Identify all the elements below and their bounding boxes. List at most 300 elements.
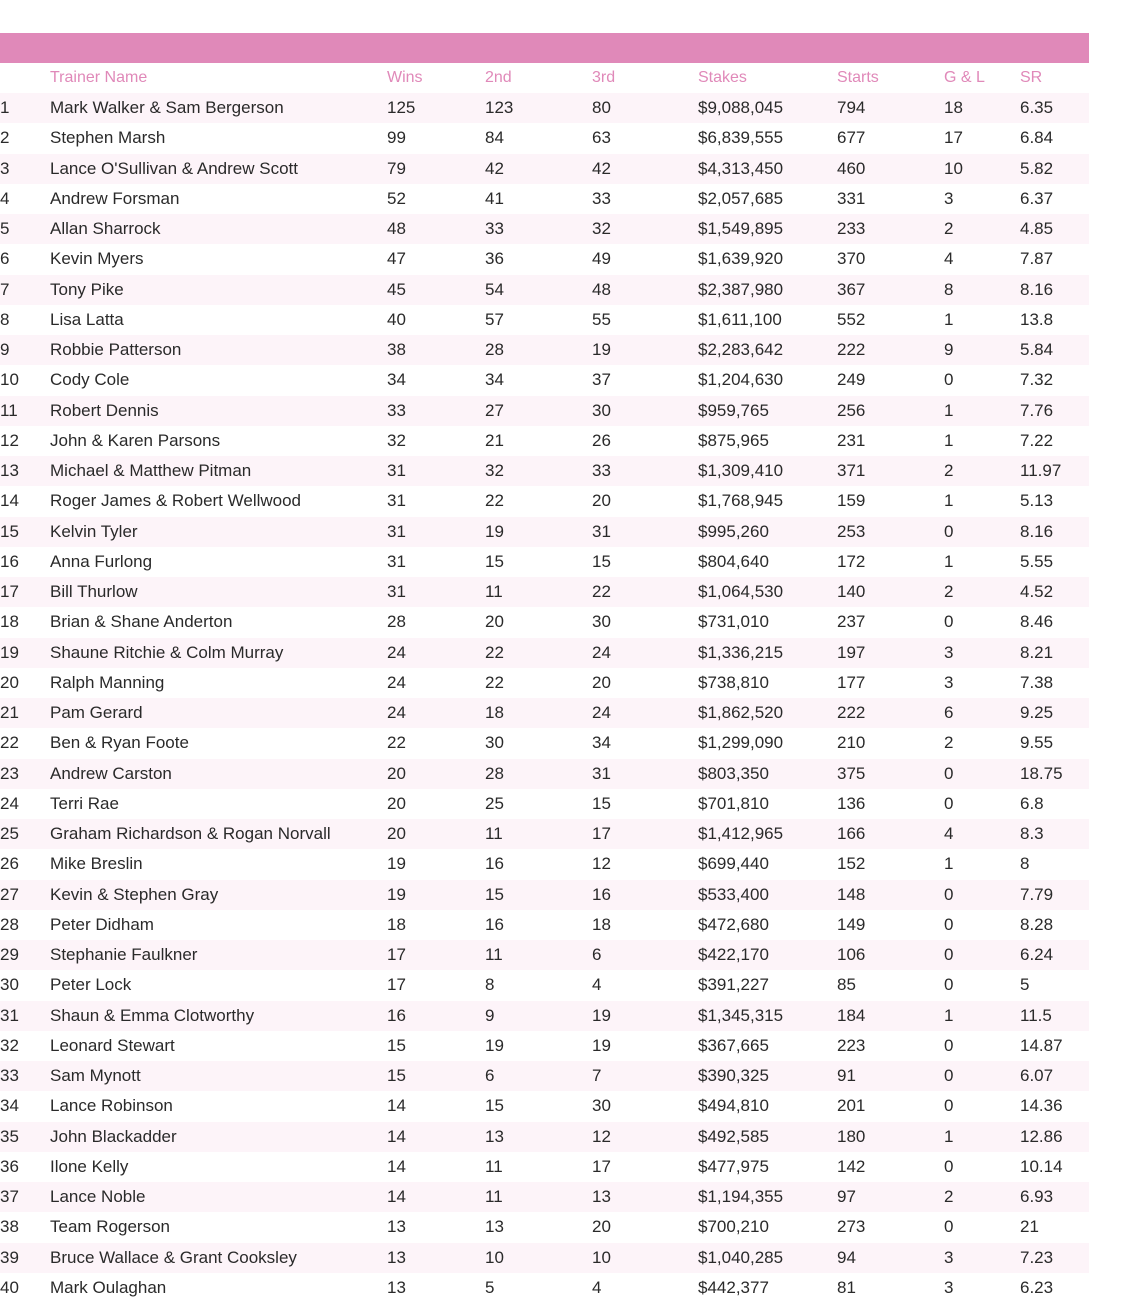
rank-cell: 7 <box>0 275 50 305</box>
third-cell: 30 <box>592 1091 698 1121</box>
table-row <box>0 456 1089 486</box>
sr-cell: 6.8 <box>1020 789 1089 819</box>
trainer-name-cell: Cody Cole <box>50 365 387 395</box>
sr-cell: 6.37 <box>1020 184 1089 214</box>
third-cell: 20 <box>592 486 698 516</box>
wins-cell: 19 <box>387 880 485 910</box>
sr-cell: 9.25 <box>1020 698 1089 728</box>
third-cell: 48 <box>592 275 698 305</box>
table-row <box>0 668 1089 698</box>
rank-cell: 2 <box>0 123 50 153</box>
starts-cell: 273 <box>837 1212 944 1242</box>
g-and-l-cell: 3 <box>944 184 1020 214</box>
wins-cell: 79 <box>387 154 485 184</box>
stakes-cell: $995,260 <box>698 517 837 547</box>
wins-cell: 14 <box>387 1182 485 1212</box>
second-cell: 42 <box>485 154 592 184</box>
second-cell: 18 <box>485 698 592 728</box>
table-row <box>0 577 1089 607</box>
sr-cell: 7.87 <box>1020 244 1089 274</box>
stakes-cell: $390,325 <box>698 1061 837 1091</box>
wins-cell: 20 <box>387 789 485 819</box>
third-cell: 15 <box>592 789 698 819</box>
table-row <box>0 214 1089 244</box>
stakes-cell: $442,377 <box>698 1273 837 1303</box>
starts-cell: 172 <box>837 547 944 577</box>
trainer-name-cell: Brian & Shane Anderton <box>50 607 387 637</box>
rank-cell: 28 <box>0 910 50 940</box>
wins-cell: 13 <box>387 1212 485 1242</box>
table-row <box>0 698 1089 728</box>
stakes-cell: $1,336,215 <box>698 638 837 668</box>
table-row <box>0 728 1089 758</box>
third-cell: 31 <box>592 517 698 547</box>
trainer-name-cell: Team Rogerson <box>50 1212 387 1242</box>
starts-cell: 256 <box>837 396 944 426</box>
sr-cell: 5.13 <box>1020 486 1089 516</box>
third-cell: 49 <box>592 244 698 274</box>
third-cell: 32 <box>592 214 698 244</box>
wins-cell: 15 <box>387 1031 485 1061</box>
column-header-3rd: 3rd <box>592 69 616 86</box>
wins-cell: 38 <box>387 335 485 365</box>
g-and-l-cell: 2 <box>944 456 1020 486</box>
third-cell: 4 <box>592 1273 698 1303</box>
rank-cell: 13 <box>0 456 50 486</box>
wins-cell: 20 <box>387 759 485 789</box>
trainer-name-cell: Stephen Marsh <box>50 123 387 153</box>
wins-cell: 24 <box>387 698 485 728</box>
table-row <box>0 638 1089 668</box>
trainer-name-cell: Leonard Stewart <box>50 1031 387 1061</box>
trainer-name-cell: Lance Robinson <box>50 1091 387 1121</box>
wins-cell: 45 <box>387 275 485 305</box>
column-header-wins: Wins <box>387 69 423 86</box>
g-and-l-cell: 0 <box>944 1152 1020 1182</box>
rank-cell: 22 <box>0 728 50 758</box>
second-cell: 11 <box>485 1182 592 1212</box>
stakes-cell: $391,227 <box>698 970 837 1000</box>
second-cell: 16 <box>485 910 592 940</box>
sr-cell: 4.52 <box>1020 577 1089 607</box>
table-row <box>0 244 1089 274</box>
g-and-l-cell: 17 <box>944 123 1020 153</box>
table-row <box>0 1122 1089 1152</box>
table-row <box>0 517 1089 547</box>
stakes-cell: $1,345,315 <box>698 1001 837 1031</box>
stakes-cell: $6,839,555 <box>698 123 837 153</box>
table-header-row <box>0 63 1089 93</box>
starts-cell: 149 <box>837 910 944 940</box>
trainer-name-cell: Michael & Matthew Pitman <box>50 456 387 486</box>
stakes-cell: $367,665 <box>698 1031 837 1061</box>
table-row <box>0 880 1089 910</box>
starts-cell: 106 <box>837 940 944 970</box>
stakes-cell: $738,810 <box>698 668 837 698</box>
table-row <box>0 396 1089 426</box>
starts-cell: 201 <box>837 1091 944 1121</box>
g-and-l-cell: 0 <box>944 759 1020 789</box>
rank-cell: 23 <box>0 759 50 789</box>
second-cell: 5 <box>485 1273 592 1303</box>
rank-cell: 26 <box>0 849 50 879</box>
starts-cell: 552 <box>837 305 944 335</box>
starts-cell: 184 <box>837 1001 944 1031</box>
g-and-l-cell: 0 <box>944 910 1020 940</box>
third-cell: 26 <box>592 426 698 456</box>
second-cell: 27 <box>485 396 592 426</box>
table-row <box>0 93 1089 123</box>
rank-cell: 17 <box>0 577 50 607</box>
table-row <box>0 1243 1089 1273</box>
starts-cell: 371 <box>837 456 944 486</box>
sr-cell: 5 <box>1020 970 1089 1000</box>
starts-cell: 222 <box>837 698 944 728</box>
rank-cell: 6 <box>0 244 50 274</box>
rank-cell: 31 <box>0 1001 50 1031</box>
g-and-l-cell: 1 <box>944 426 1020 456</box>
trainer-name-cell: John & Karen Parsons <box>50 426 387 456</box>
third-cell: 6 <box>592 940 698 970</box>
rank-cell: 10 <box>0 365 50 395</box>
g-and-l-cell: 1 <box>944 305 1020 335</box>
trainer-name-cell: Mike Breslin <box>50 849 387 879</box>
table-row <box>0 940 1089 970</box>
trainer-name-cell: Pam Gerard <box>50 698 387 728</box>
stakes-cell: $1,040,285 <box>698 1243 837 1273</box>
table-row <box>0 426 1089 456</box>
trainer-name-cell: Ben & Ryan Foote <box>50 728 387 758</box>
g-and-l-cell: 2 <box>944 728 1020 758</box>
rank-cell: 15 <box>0 517 50 547</box>
rank-cell: 38 <box>0 1212 50 1242</box>
wins-cell: 33 <box>387 396 485 426</box>
sr-cell: 6.84 <box>1020 123 1089 153</box>
g-and-l-cell: 3 <box>944 638 1020 668</box>
wins-cell: 18 <box>387 910 485 940</box>
second-cell: 22 <box>485 638 592 668</box>
stakes-cell: $1,768,945 <box>698 486 837 516</box>
trainer-name-cell: Andrew Carston <box>50 759 387 789</box>
g-and-l-cell: 0 <box>944 517 1020 547</box>
sr-cell: 6.24 <box>1020 940 1089 970</box>
starts-cell: 166 <box>837 819 944 849</box>
column-header-stakes: Stakes <box>698 69 747 86</box>
wins-cell: 48 <box>387 214 485 244</box>
trainer-name-cell: Kevin Myers <box>50 244 387 274</box>
g-and-l-cell: 0 <box>944 1212 1020 1242</box>
third-cell: 12 <box>592 1122 698 1152</box>
second-cell: 123 <box>485 93 592 123</box>
trainer-name-cell: Bruce Wallace & Grant Cooksley <box>50 1243 387 1273</box>
second-cell: 19 <box>485 1031 592 1061</box>
sr-cell: 5.55 <box>1020 547 1089 577</box>
trainer-name-cell: Tony Pike <box>50 275 387 305</box>
stakes-cell: $875,965 <box>698 426 837 456</box>
trainer-name-cell: Lisa Latta <box>50 305 387 335</box>
table-row <box>0 365 1089 395</box>
stakes-cell: $4,313,450 <box>698 154 837 184</box>
second-cell: 11 <box>485 577 592 607</box>
second-cell: 21 <box>485 426 592 456</box>
stakes-cell: $959,765 <box>698 396 837 426</box>
rank-cell: 21 <box>0 698 50 728</box>
starts-cell: 249 <box>837 365 944 395</box>
g-and-l-cell: 0 <box>944 789 1020 819</box>
g-and-l-cell: 1 <box>944 486 1020 516</box>
second-cell: 36 <box>485 244 592 274</box>
starts-cell: 140 <box>837 577 944 607</box>
table-row <box>0 1212 1089 1242</box>
trainer-name-cell: Allan Sharrock <box>50 214 387 244</box>
stakes-cell: $472,680 <box>698 910 837 940</box>
trainer-name-cell: Graham Richardson & Rogan Norvall <box>50 819 387 849</box>
second-cell: 28 <box>485 759 592 789</box>
stakes-cell: $731,010 <box>698 607 837 637</box>
sr-cell: 11.97 <box>1020 456 1089 486</box>
second-cell: 28 <box>485 335 592 365</box>
g-and-l-cell: 3 <box>944 668 1020 698</box>
second-cell: 22 <box>485 668 592 698</box>
sr-cell: 10.14 <box>1020 1152 1089 1182</box>
starts-cell: 237 <box>837 607 944 637</box>
third-cell: 20 <box>592 668 698 698</box>
second-cell: 25 <box>485 789 592 819</box>
sr-cell: 6.07 <box>1020 1061 1089 1091</box>
trainer-name-cell: Kelvin Tyler <box>50 517 387 547</box>
sr-cell: 11.5 <box>1020 1001 1089 1031</box>
third-cell: 24 <box>592 698 698 728</box>
sr-cell: 7.76 <box>1020 396 1089 426</box>
wins-cell: 99 <box>387 123 485 153</box>
trainer-name-cell: Kevin & Stephen Gray <box>50 880 387 910</box>
trainer-name-cell: Stephanie Faulkner <box>50 940 387 970</box>
third-cell: 55 <box>592 305 698 335</box>
rank-cell: 24 <box>0 789 50 819</box>
trainer-name-cell: Mark Walker & Sam Bergerson <box>50 93 387 123</box>
wins-cell: 31 <box>387 577 485 607</box>
column-header-2nd: 2nd <box>485 69 512 86</box>
trainer-name-cell: Roger James & Robert Wellwood <box>50 486 387 516</box>
second-cell: 33 <box>485 214 592 244</box>
wins-cell: 28 <box>387 607 485 637</box>
trainer-name-cell: Ralph Manning <box>50 668 387 698</box>
sr-cell: 5.82 <box>1020 154 1089 184</box>
sr-cell: 7.79 <box>1020 880 1089 910</box>
sr-cell: 6.23 <box>1020 1273 1089 1303</box>
g-and-l-cell: 1 <box>944 1001 1020 1031</box>
second-cell: 15 <box>485 1091 592 1121</box>
starts-cell: 142 <box>837 1152 944 1182</box>
sr-cell: 7.32 <box>1020 365 1089 395</box>
starts-cell: 180 <box>837 1122 944 1152</box>
stakes-cell: $1,412,965 <box>698 819 837 849</box>
rank-cell: 34 <box>0 1091 50 1121</box>
wins-cell: 24 <box>387 638 485 668</box>
stakes-cell: $1,194,355 <box>698 1182 837 1212</box>
third-cell: 30 <box>592 607 698 637</box>
table-row <box>0 910 1089 940</box>
third-cell: 16 <box>592 880 698 910</box>
rank-cell: 19 <box>0 638 50 668</box>
second-cell: 15 <box>485 880 592 910</box>
sr-cell: 8.16 <box>1020 517 1089 547</box>
third-cell: 30 <box>592 396 698 426</box>
rank-cell: 33 <box>0 1061 50 1091</box>
stakes-cell: $1,064,530 <box>698 577 837 607</box>
table-row <box>0 275 1089 305</box>
trainer-name-cell: Bill Thurlow <box>50 577 387 607</box>
wins-cell: 16 <box>387 1001 485 1031</box>
rank-cell: 3 <box>0 154 50 184</box>
wins-cell: 14 <box>387 1122 485 1152</box>
sr-cell: 7.22 <box>1020 426 1089 456</box>
starts-cell: 81 <box>837 1273 944 1303</box>
g-and-l-cell: 2 <box>944 577 1020 607</box>
g-and-l-cell: 4 <box>944 244 1020 274</box>
stakes-cell: $9,088,045 <box>698 93 837 123</box>
table-row <box>0 486 1089 516</box>
second-cell: 34 <box>485 365 592 395</box>
third-cell: 20 <box>592 1212 698 1242</box>
second-cell: 15 <box>485 547 592 577</box>
g-and-l-cell: 8 <box>944 275 1020 305</box>
rank-cell: 27 <box>0 880 50 910</box>
wins-cell: 31 <box>387 517 485 547</box>
stakes-cell: $422,170 <box>698 940 837 970</box>
wins-cell: 19 <box>387 849 485 879</box>
rank-cell: 4 <box>0 184 50 214</box>
wins-cell: 17 <box>387 940 485 970</box>
second-cell: 13 <box>485 1212 592 1242</box>
sr-cell: 8.21 <box>1020 638 1089 668</box>
wins-cell: 34 <box>387 365 485 395</box>
wins-cell: 24 <box>387 668 485 698</box>
g-and-l-cell: 1 <box>944 547 1020 577</box>
g-and-l-cell: 2 <box>944 1182 1020 1212</box>
table-row <box>0 184 1089 214</box>
wins-cell: 20 <box>387 819 485 849</box>
wins-cell: 13 <box>387 1273 485 1303</box>
rank-cell: 36 <box>0 1152 50 1182</box>
starts-cell: 91 <box>837 1061 944 1091</box>
sr-cell: 7.38 <box>1020 668 1089 698</box>
column-header-starts: Starts <box>837 69 879 86</box>
third-cell: 33 <box>592 184 698 214</box>
second-cell: 16 <box>485 849 592 879</box>
g-and-l-cell: 0 <box>944 1061 1020 1091</box>
table-row <box>0 1031 1089 1061</box>
table-row <box>0 1061 1089 1091</box>
trainer-name-cell: Peter Lock <box>50 970 387 1000</box>
stakes-cell: $1,549,895 <box>698 214 837 244</box>
sr-cell: 8 <box>1020 849 1089 879</box>
sr-cell: 12.86 <box>1020 1122 1089 1152</box>
stakes-cell: $2,387,980 <box>698 275 837 305</box>
second-cell: 41 <box>485 184 592 214</box>
stakes-cell: $494,810 <box>698 1091 837 1121</box>
table-row <box>0 1001 1089 1031</box>
third-cell: 42 <box>592 154 698 184</box>
sr-cell: 18.75 <box>1020 759 1089 789</box>
trainer-name-cell: Robert Dennis <box>50 396 387 426</box>
starts-cell: 460 <box>837 154 944 184</box>
table-row <box>0 1091 1089 1121</box>
second-cell: 11 <box>485 1152 592 1182</box>
rank-cell: 8 <box>0 305 50 335</box>
sr-cell: 8.3 <box>1020 819 1089 849</box>
sr-cell: 5.84 <box>1020 335 1089 365</box>
sr-cell: 6.35 <box>1020 93 1089 123</box>
g-and-l-cell: 0 <box>944 940 1020 970</box>
second-cell: 30 <box>485 728 592 758</box>
wins-cell: 14 <box>387 1152 485 1182</box>
table-row <box>0 335 1089 365</box>
g-and-l-cell: 10 <box>944 154 1020 184</box>
starts-cell: 177 <box>837 668 944 698</box>
starts-cell: 375 <box>837 759 944 789</box>
column-header-trainer-name: Trainer Name <box>50 69 148 86</box>
table-row <box>0 819 1089 849</box>
third-cell: 37 <box>592 365 698 395</box>
stakes-cell: $492,585 <box>698 1122 837 1152</box>
starts-cell: 233 <box>837 214 944 244</box>
g-and-l-cell: 0 <box>944 365 1020 395</box>
table-row <box>0 607 1089 637</box>
g-and-l-cell: 18 <box>944 93 1020 123</box>
stakes-cell: $701,810 <box>698 789 837 819</box>
stakes-cell: $477,975 <box>698 1152 837 1182</box>
wins-cell: 17 <box>387 970 485 1000</box>
third-cell: 10 <box>592 1243 698 1273</box>
rank-cell: 1 <box>0 93 50 123</box>
stakes-cell: $1,639,920 <box>698 244 837 274</box>
wins-cell: 125 <box>387 93 485 123</box>
second-cell: 84 <box>485 123 592 153</box>
third-cell: 7 <box>592 1061 698 1091</box>
g-and-l-cell: 0 <box>944 1031 1020 1061</box>
third-cell: 63 <box>592 123 698 153</box>
rank-cell: 14 <box>0 486 50 516</box>
g-and-l-cell: 3 <box>944 1243 1020 1273</box>
stakes-cell: $1,309,410 <box>698 456 837 486</box>
g-and-l-cell: 1 <box>944 396 1020 426</box>
third-cell: 24 <box>592 638 698 668</box>
starts-cell: 253 <box>837 517 944 547</box>
wins-cell: 32 <box>387 426 485 456</box>
third-cell: 19 <box>592 1001 698 1031</box>
trainer-name-cell: Mark Oulaghan <box>50 1273 387 1303</box>
trainer-name-cell: Lance O'Sullivan & Andrew Scott <box>50 154 387 184</box>
g-and-l-cell: 6 <box>944 698 1020 728</box>
table-row <box>0 849 1089 879</box>
stakes-cell: $1,299,090 <box>698 728 837 758</box>
third-cell: 33 <box>592 456 698 486</box>
second-cell: 11 <box>485 819 592 849</box>
rank-cell: 5 <box>0 214 50 244</box>
starts-cell: 367 <box>837 275 944 305</box>
stakes-cell: $1,611,100 <box>698 305 837 335</box>
g-and-l-cell: 0 <box>944 607 1020 637</box>
trainer-name-cell: Robbie Patterson <box>50 335 387 365</box>
table-row <box>0 123 1089 153</box>
sr-cell: 7.23 <box>1020 1243 1089 1273</box>
g-and-l-cell: 1 <box>944 849 1020 879</box>
table-row <box>0 1152 1089 1182</box>
third-cell: 19 <box>592 335 698 365</box>
trainer-name-cell: John Blackadder <box>50 1122 387 1152</box>
sr-cell: 6.93 <box>1020 1182 1089 1212</box>
